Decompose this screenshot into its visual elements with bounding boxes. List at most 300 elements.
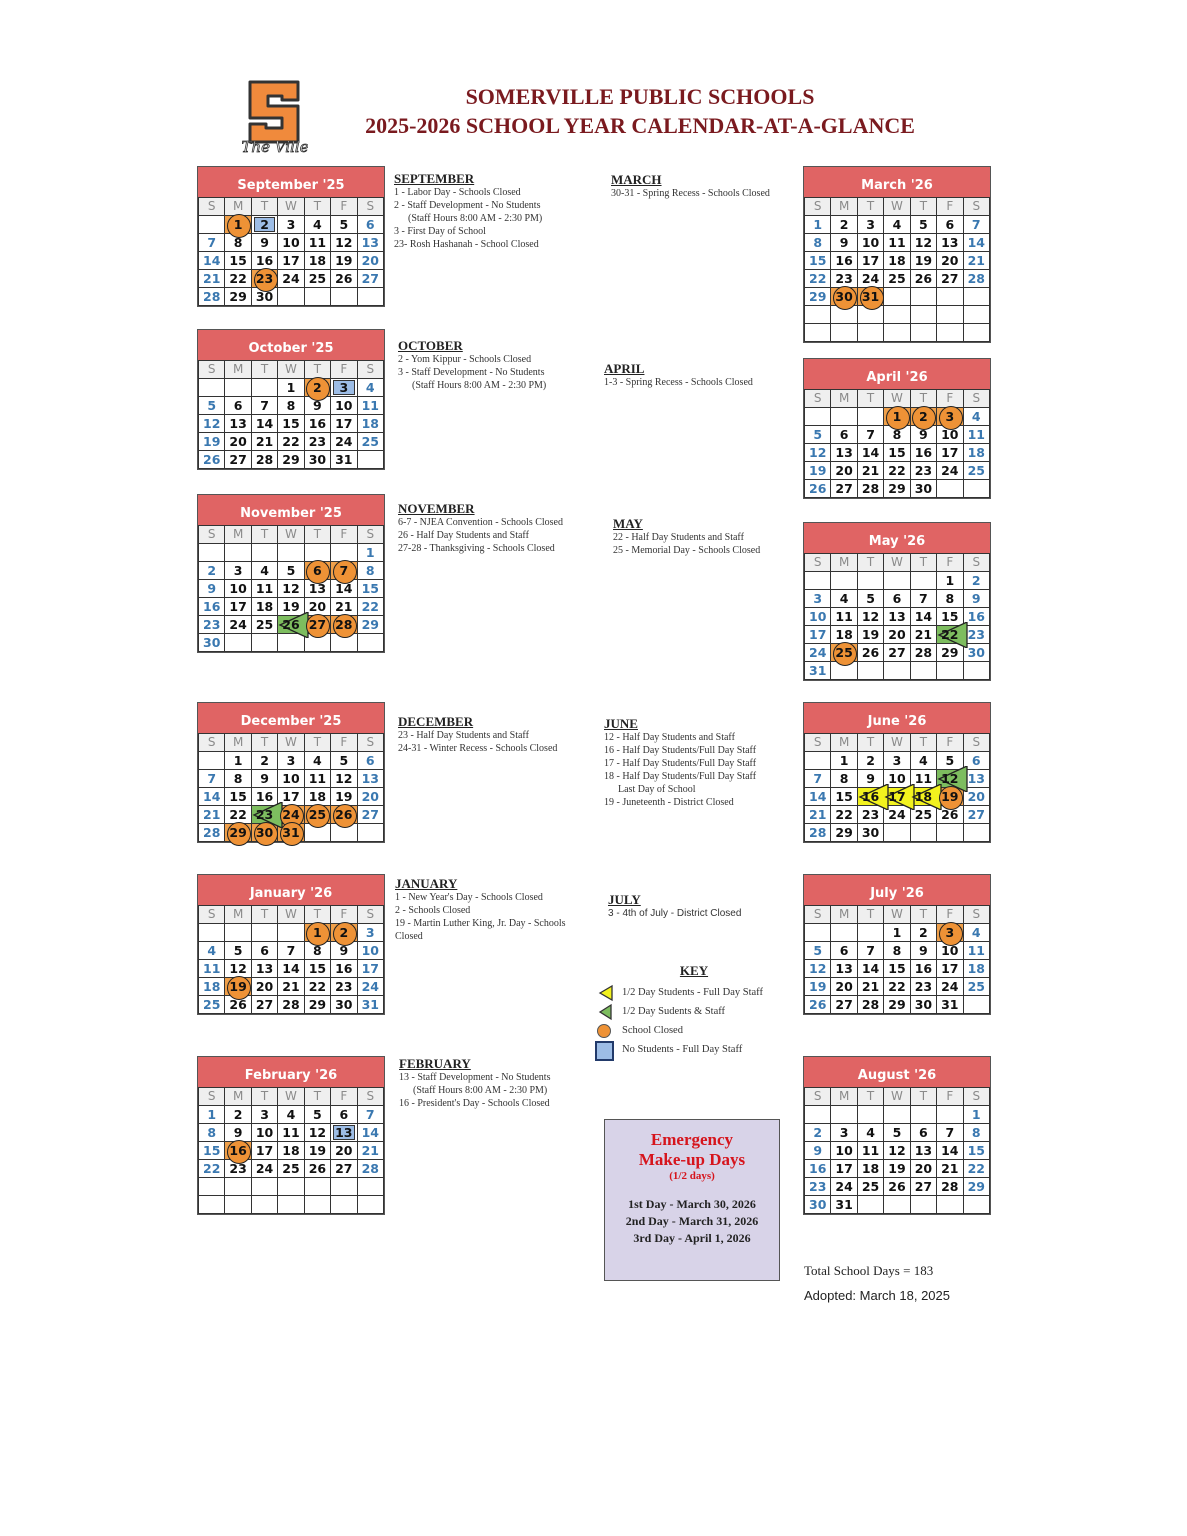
weekday-label: F [937,734,963,752]
day-cell: 8 [884,942,910,960]
day-cell: 14 [251,415,277,433]
empty-cell [278,288,304,306]
day-cell: 27 [963,806,989,824]
weekday-label: T [251,361,277,379]
day-cell: 23 [251,270,277,288]
empty-cell [357,824,383,842]
weekday-label: M [225,1088,251,1106]
day-cell: 5 [884,1124,910,1142]
notes-june [604,717,756,809]
day-cell: 15 [357,580,383,598]
day-cell: 10 [831,1142,857,1160]
empty-cell [857,408,883,426]
day-cell: 31 [857,288,883,306]
day-cell: 25 [963,978,989,996]
day-cell: 26 [331,270,357,288]
day-cell: 14 [910,608,936,626]
day-cell: 22 [884,978,910,996]
day-cell: 1 [805,216,831,234]
weekday-label: F [331,734,357,752]
day-cell: 15 [884,444,910,462]
empty-cell [937,1196,963,1214]
day-cell: 15 [199,1142,225,1160]
empty-cell [304,288,330,306]
day-cell: 15 [963,1142,989,1160]
weekday-label: T [251,906,277,924]
empty-cell [910,306,936,324]
day-cell: 27 [357,270,383,288]
day-cell: 29 [884,480,910,498]
day-cell: 8 [357,562,383,580]
day-cell: 28 [357,1160,383,1178]
day-cell: 26 [805,996,831,1014]
day-cell: 16 [963,608,989,626]
weekday-label: T [910,390,936,408]
day-cell: 20 [910,1160,936,1178]
weekday-label: W [884,554,910,572]
day-cell: 10 [937,426,963,444]
weekday-label: S [805,198,831,216]
weekday-label: W [884,1088,910,1106]
day-cell: 20 [937,252,963,270]
day-cell: 30 [331,996,357,1014]
day-cell: 29 [278,451,304,469]
day-cell: 22 [225,806,251,824]
month-header: June '26 [804,703,990,733]
day-cell: 4 [304,216,330,234]
day-cell: 21 [278,978,304,996]
empty-cell [963,306,989,324]
day-cell: 2 [910,408,936,426]
day-cell: 19 [884,1160,910,1178]
weekday-label: T [304,526,330,544]
day-cell: 23 [225,1160,251,1178]
day-cell: 1 [831,752,857,770]
weekday-label: T [304,734,330,752]
day-cell: 7 [199,234,225,252]
day-cell: 14 [199,252,225,270]
month-heading: JULY [608,892,641,907]
day-cell: 3 [331,379,357,397]
day-cell: 25 [910,806,936,824]
day-cell: 22 [199,1160,225,1178]
weekday-label: T [910,198,936,216]
day-cell: 15 [225,788,251,806]
legend-label: No Students - Full Day Staff [622,1044,743,1055]
empty-cell [910,662,936,680]
day-cell: 19 [805,462,831,480]
day-cell: 5 [199,397,225,415]
day-cell: 24 [937,462,963,480]
notes-september [394,172,542,251]
calendar-december-2025 [197,702,385,843]
month-heading: FEBRUARY [399,1056,471,1071]
day-cell: 25 [304,270,330,288]
notes-january [395,877,566,943]
day-cell: 13 [831,960,857,978]
month-header: April '26 [804,359,990,389]
day-cell: 24 [937,978,963,996]
day-cell: 9 [910,942,936,960]
day-cell: 10 [857,234,883,252]
empty-cell [225,544,251,562]
day-cell: 17 [937,444,963,462]
empty-cell [251,379,277,397]
day-cell: 5 [910,216,936,234]
weekday-label: S [199,198,225,216]
day-cell: 13 [831,444,857,462]
empty-cell [805,1106,831,1124]
weekday-label: T [910,1088,936,1106]
note-line: 26 - Half Day Students and Staff [398,530,529,541]
calendar-june-2026 [803,702,991,843]
day-cell: 31 [937,996,963,1014]
day-cell: 8 [304,942,330,960]
day-cell: 23 [831,270,857,288]
empty-cell [278,1178,304,1196]
day-cell: 28 [937,1178,963,1196]
note-line: (Staff Hours 8:00 AM - 2:30 PM) [413,1085,548,1096]
day-cell: 20 [331,1142,357,1160]
day-cell: 10 [937,942,963,960]
day-cell: 13 [937,234,963,252]
day-cell: 26 [331,806,357,824]
weekday-label: S [805,734,831,752]
day-cell: 26 [199,451,225,469]
weekday-label: T [910,734,936,752]
notes-may [613,517,760,557]
weekday-label: W [278,906,304,924]
note-line: 13 - Staff Development - No Students [399,1072,551,1083]
empty-cell [225,379,251,397]
day-cell: 21 [857,978,883,996]
day-cell: 4 [357,379,383,397]
day-cell: 2 [805,1124,831,1142]
empty-cell [199,924,225,942]
day-cell: 23 [331,978,357,996]
month-heading: MARCH [611,172,662,187]
month-header: September '25 [198,167,384,197]
day-cell: 21 [331,598,357,616]
day-cell: 6 [357,216,383,234]
day-cell: 12 [805,960,831,978]
day-cell: 23 [857,806,883,824]
day-cell: 22 [225,270,251,288]
day-cell: 19 [304,1142,330,1160]
day-cell: 16 [304,415,330,433]
note-line: 6-7 - NJEA Convention - Schools Closed [398,517,563,528]
weekday-label: S [357,906,383,924]
day-cell: 18 [251,598,277,616]
day-cell: 16 [805,1160,831,1178]
day-cell: 29 [963,1178,989,1196]
weekday-label: F [331,198,357,216]
empty-cell [357,451,383,469]
day-cell: 15 [304,960,330,978]
note-line: 22 - Half Day Students and Staff [613,532,744,543]
empty-cell [805,752,831,770]
day-cell: 17 [331,415,357,433]
day-cell: 9 [857,770,883,788]
notes-november [398,502,563,555]
empty-cell [937,662,963,680]
day-cell: 27 [357,806,383,824]
makeup-day: 2nd Day - March 31, 2026 [625,1214,759,1228]
day-cell: 14 [857,444,883,462]
day-cell: 26 [304,1160,330,1178]
empty-cell [225,924,251,942]
weekday-label: T [251,198,277,216]
day-cell: 25 [963,462,989,480]
weekday-label: S [963,390,989,408]
day-cell: 21 [937,1160,963,1178]
empty-cell [331,1178,357,1196]
day-cell: 9 [963,590,989,608]
day-cell: 23 [199,616,225,634]
day-cell: 11 [963,426,989,444]
day-cell: 1 [199,1106,225,1124]
day-cell: 3 [937,924,963,942]
day-cell: 28 [199,288,225,306]
note-line: 12 - Half Day Students and Staff [604,732,735,743]
day-cell: 5 [805,426,831,444]
day-cell: 20 [963,788,989,806]
day-cell: 8 [225,770,251,788]
day-cell: 12 [857,608,883,626]
green-triangle-icon [594,1003,616,1021]
weekday-label: S [805,1088,831,1106]
legend-item-half-both [594,1002,794,1021]
weekday-label: T [857,734,883,752]
day-cell: 26 [805,480,831,498]
day-cell: 3 [831,1124,857,1142]
day-cell: 27 [304,616,330,634]
makeup-day: 1st Day - March 30, 2026 [628,1197,756,1211]
day-cell: 25 [831,644,857,662]
day-cell: 3 [857,216,883,234]
month-heading: MAY [613,516,643,531]
day-cell: 9 [910,426,936,444]
weekday-label: T [304,361,330,379]
empty-cell [357,1196,383,1214]
day-cell: 30 [251,288,277,306]
day-cell: 4 [278,1106,304,1124]
day-cell: 10 [331,397,357,415]
day-cell: 14 [857,960,883,978]
day-cell: 18 [963,444,989,462]
weekday-label: T [857,1088,883,1106]
weekday-label: W [884,198,910,216]
empty-cell [251,1196,277,1214]
day-cell: 12 [199,415,225,433]
empty-cell [831,572,857,590]
day-cell: 16 [910,960,936,978]
day-cell: 20 [357,252,383,270]
day-cell: 7 [910,590,936,608]
empty-cell [805,408,831,426]
weekday-label: S [357,734,383,752]
empty-cell [937,824,963,842]
day-cell: 19 [857,626,883,644]
day-cell: 24 [857,270,883,288]
note-line: 1 - New Year's Day - Schools Closed [395,892,543,903]
day-cell: 30 [857,824,883,842]
empty-cell [963,996,989,1014]
day-cell: 19 [331,252,357,270]
day-cell: 29 [805,288,831,306]
day-cell: 12 [884,1142,910,1160]
weekday-label: W [884,390,910,408]
day-cell: 30 [910,480,936,498]
day-cell: 7 [937,1124,963,1142]
day-cell: 4 [831,590,857,608]
day-cell: 31 [278,824,304,842]
empty-cell [357,634,383,652]
day-cell: 30 [251,824,277,842]
day-cell: 13 [225,415,251,433]
day-cell: 19 [805,978,831,996]
day-cell: 24 [225,616,251,634]
day-cell: 17 [857,252,883,270]
month-heading: JANUARY [395,876,458,891]
day-cell: 3 [357,924,383,942]
day-cell: 21 [910,626,936,644]
empty-cell [857,324,883,342]
notes-october [398,339,546,392]
note-line: Last Day of School [618,784,696,795]
day-cell: 5 [937,752,963,770]
day-cell: 4 [304,752,330,770]
weekday-label: M [831,554,857,572]
day-cell: 5 [304,1106,330,1124]
empty-cell [225,634,251,652]
empty-cell [251,544,277,562]
empty-cell [963,288,989,306]
weekday-label: F [937,198,963,216]
day-cell: 12 [304,1124,330,1142]
day-cell: 10 [225,580,251,598]
total-school-days: Total School Days = 183 [804,1263,934,1278]
day-cell: 28 [251,451,277,469]
day-cell: 6 [304,562,330,580]
day-cell: 9 [805,1142,831,1160]
day-cell: 5 [805,942,831,960]
day-cell: 8 [278,397,304,415]
day-cell: 24 [278,806,304,824]
day-cell: 27 [251,996,277,1014]
day-cell: 7 [857,426,883,444]
day-cell: 1 [884,408,910,426]
day-cell: 7 [278,942,304,960]
calendar-september-2025 [197,166,385,307]
day-cell: 17 [251,1142,277,1160]
day-cell: 29 [357,616,383,634]
empty-cell [805,572,831,590]
day-cell: 9 [304,397,330,415]
day-cell: 31 [357,996,383,1014]
note-line: 16 - President's Day - Schools Closed [399,1098,550,1109]
weekday-label: S [963,554,989,572]
day-cell: 4 [857,1124,883,1142]
day-cell: 6 [225,397,251,415]
day-cell: 14 [278,960,304,978]
calendar-april-2026 [803,358,991,499]
empty-cell [857,1106,883,1124]
note-line: 25 - Memorial Day - Schools Closed [613,545,761,556]
day-cell: 18 [199,978,225,996]
day-cell: 20 [225,433,251,451]
day-cell: 12 [331,770,357,788]
weekday-label: S [357,526,383,544]
day-cell: 18 [304,788,330,806]
day-cell: 8 [884,426,910,444]
day-cell: 5 [278,562,304,580]
weekday-label: M [225,906,251,924]
day-cell: 16 [331,960,357,978]
day-cell: 10 [805,608,831,626]
day-cell: 6 [937,216,963,234]
day-cell: 6 [910,1124,936,1142]
legend-item-closed [594,1021,794,1040]
month-header: December '25 [198,703,384,733]
day-cell: 14 [331,580,357,598]
day-cell: 30 [199,634,225,652]
day-cell: 18 [857,1160,883,1178]
empty-cell [884,324,910,342]
day-cell: 19 [331,788,357,806]
day-cell: 15 [831,788,857,806]
weekday-label: S [357,198,383,216]
month-header: October '25 [198,330,384,360]
empty-cell [357,1178,383,1196]
day-cell: 23 [805,1178,831,1196]
day-cell: 7 [805,770,831,788]
empty-cell [884,572,910,590]
day-cell: 9 [251,234,277,252]
day-cell: 17 [937,960,963,978]
day-cell: 19 [199,433,225,451]
day-cell: 10 [278,234,304,252]
day-cell: 13 [304,580,330,598]
day-cell: 8 [225,234,251,252]
notes-february [399,1057,550,1110]
weekday-label: S [199,906,225,924]
day-cell: 7 [251,397,277,415]
day-cell: 22 [278,433,304,451]
day-cell: 23 [910,462,936,480]
empty-cell [884,1196,910,1214]
weekday-label: W [884,734,910,752]
day-cell: 20 [304,598,330,616]
empty-cell [884,1106,910,1124]
day-cell: 15 [278,415,304,433]
empty-cell [937,306,963,324]
day-cell: 26 [884,1178,910,1196]
empty-cell [304,1178,330,1196]
day-cell: 6 [831,942,857,960]
day-cell: 22 [805,270,831,288]
day-cell: 11 [304,770,330,788]
day-cell: 25 [199,996,225,1014]
day-cell: 2 [251,752,277,770]
day-cell: 28 [963,270,989,288]
day-cell: 18 [910,788,936,806]
day-cell: 27 [884,644,910,662]
day-cell: 20 [831,462,857,480]
day-cell: 2 [251,216,277,234]
empty-cell [884,824,910,842]
day-cell: 17 [884,788,910,806]
